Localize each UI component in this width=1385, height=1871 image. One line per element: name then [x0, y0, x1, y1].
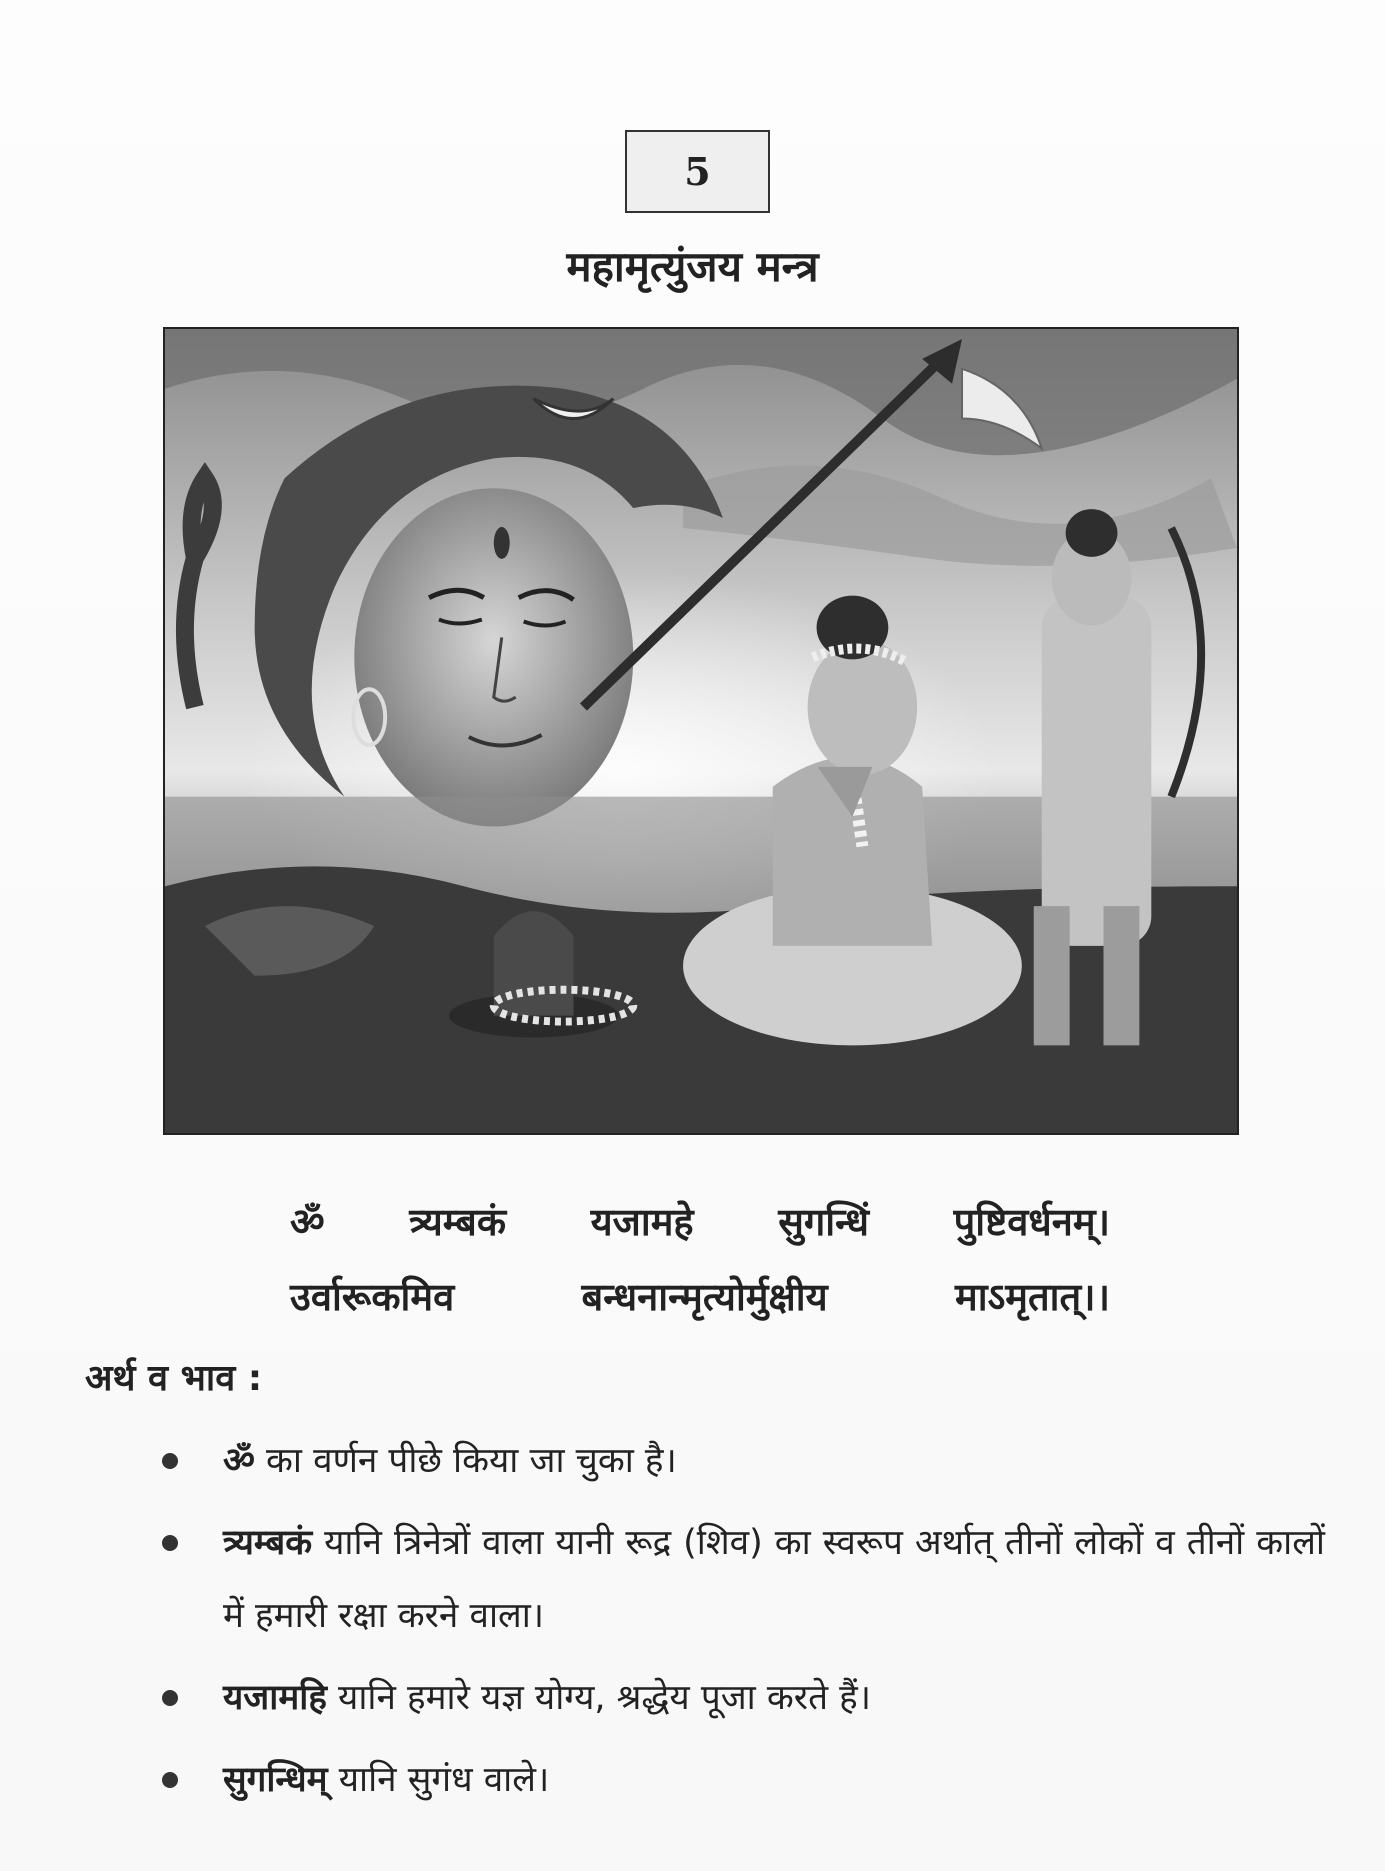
mantra-word: सुगन्धिं	[778, 1200, 870, 1244]
bullet-icon	[162, 1690, 178, 1706]
list-item	[150, 1744, 1325, 1817]
meaning-term: त्र्यम्बकं	[223, 1523, 313, 1563]
mantra-word: यजामहे	[590, 1200, 694, 1244]
meaning-text: यानि हमारे यज्ञ योग्य, श्रद्धेय पूजा करते हैं।	[326, 1678, 871, 1718]
bullet-icon	[162, 1453, 178, 1469]
meaning-heading: अर्थ व भाव :	[85, 1358, 263, 1399]
chapter-number: 5	[684, 149, 711, 194]
illustration	[163, 327, 1239, 1135]
meaning-list	[150, 1425, 1325, 1826]
shiva-rama-worship-illustration-icon	[165, 329, 1237, 1133]
list-item	[150, 1507, 1325, 1653]
mantra-word: पुष्टिवर्धनम्।	[953, 1200, 1110, 1244]
mantra-line-2	[290, 1270, 1110, 1322]
list-item	[150, 1662, 1325, 1735]
bullet-icon	[162, 1772, 178, 1788]
list-item	[150, 1425, 1325, 1498]
meaning-term: सुगन्धिम्	[223, 1760, 328, 1800]
chapter-title: महामृत्युंजय मन्त्र	[566, 242, 819, 291]
mantra-word: माऽमृतात्।।	[954, 1275, 1110, 1319]
meaning-text: यानि त्रिनेत्रों वाला यानी रूद्र (शिव) का स्वरूप अर्थात् तीनों लोकों व तीनों कालों में हमारी रक्षा करने वाला।	[223, 1523, 1325, 1636]
mantra-word: बन्धनान्मृत्योर्मुक्षीय	[581, 1275, 828, 1319]
chapter-number-box	[625, 130, 770, 213]
mantra-word: त्र्यम्बकं	[409, 1200, 507, 1244]
meaning-term: ॐ	[223, 1441, 255, 1481]
mantra-line-1	[290, 1195, 1110, 1247]
mantra-word: ॐ	[290, 1200, 325, 1244]
meaning-text: का वर्णन पीछे किया जा चुका है।	[254, 1441, 677, 1481]
mantra-word: उर्वारूकमिव	[290, 1275, 455, 1319]
meaning-text: यानि सुगंध वाले।	[327, 1760, 550, 1800]
meaning-term: यजामहि	[223, 1678, 327, 1718]
bullet-icon	[162, 1535, 178, 1551]
